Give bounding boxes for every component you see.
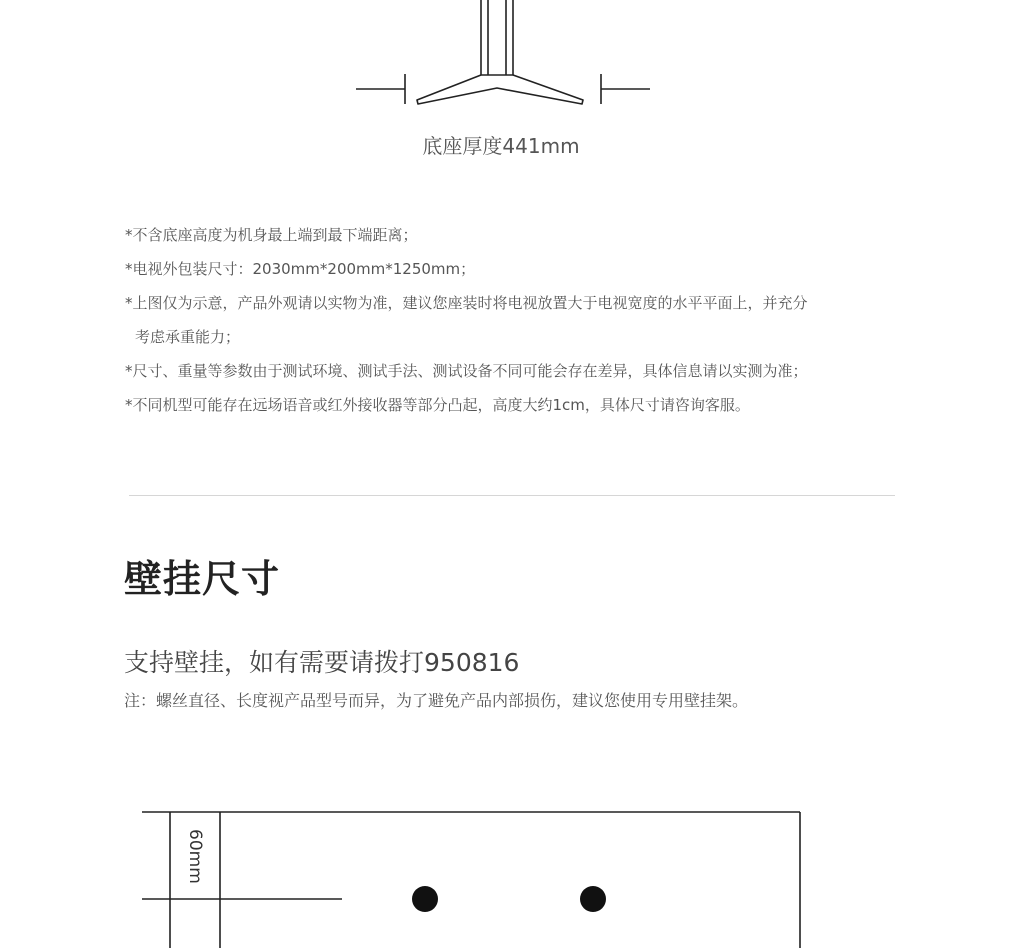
tv-back-outline [142, 812, 800, 948]
stand-base [417, 75, 583, 104]
dimension-guides [142, 812, 342, 948]
vertical-dimension-label: 60mm [185, 828, 205, 884]
wall-mount-title: 壁挂尺寸 [124, 557, 281, 601]
wall-mount-diagram [0, 800, 1024, 948]
note-item: *尺寸、重量等参数由于测试环境、测试手法、测试设备不同可能会存在差异，具体信息请以实测为准； [125, 362, 808, 380]
notes-list [125, 218, 895, 422]
mount-hole-left [412, 886, 438, 912]
mount-hole-right [580, 886, 606, 912]
note-item-continuation: 考虑承重能力； [135, 328, 241, 346]
section-divider [129, 495, 895, 496]
note-item: *不含底座高度为机身最上端到最下端距离； [125, 226, 418, 244]
wall-mount-subtitle: 支持壁挂，如有需要请拨打950816 [124, 648, 520, 677]
note-item: *不同机型可能存在远场语音或红外接收器等部分凸起，高度大约1cm，具体尺寸请咨询客服。 [125, 396, 750, 414]
note-item: *上图仅为示意，产品外观请以实物为准，建议您座装时将电视放置大于电视宽度的水平平面上，并充分 [125, 294, 808, 312]
wall-mount-note: 注：螺丝直径、长度视产品型号而异，为了避免产品内部损伤，建议您使用专用壁挂架。 [124, 691, 749, 710]
stand-pole [481, 0, 513, 75]
note-item: *电视外包装尺寸：2030mm*200mm*1250mm； [125, 260, 476, 278]
base-depth-caption: 底座厚度441mm [422, 134, 580, 158]
tv-stand-diagram [0, 0, 1024, 120]
